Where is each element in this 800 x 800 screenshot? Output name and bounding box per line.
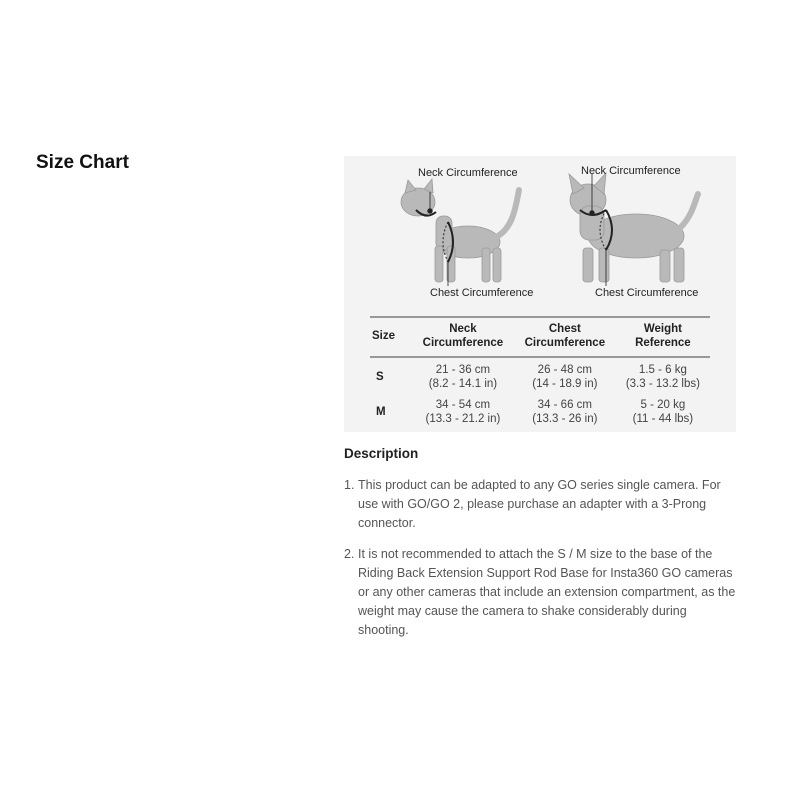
header-size: Size: [370, 317, 412, 357]
neck-cell: 21 - 36 cm (8.2 - 14.1 in): [428, 364, 498, 390]
neck-cell: 34 - 54 cm (13.3 - 21.2 in): [425, 399, 501, 425]
pet-measurement-illustration: [344, 156, 736, 306]
size-table: [370, 316, 710, 428]
list-number: 2.: [344, 547, 355, 561]
size-cell: S: [376, 371, 384, 383]
weight-cell: 5 - 20 kg (11 - 44 lbs): [632, 399, 694, 425]
dog-chest-label: Chest Circumference: [595, 287, 699, 299]
chest-cell: 26 - 48 cm (14 - 18.9 in): [532, 364, 598, 390]
size-cell: M: [376, 406, 386, 418]
description-heading: Description: [344, 446, 419, 461]
header-neck: Neck Circumference: [412, 317, 514, 357]
cat-illustration: [401, 179, 519, 282]
description-list: [344, 476, 740, 652]
table-header-row: [370, 317, 710, 357]
header-weight: Weight Reference: [616, 317, 710, 357]
size-chart-image: [344, 156, 736, 432]
list-number: 1.: [344, 478, 355, 492]
dog-illustration: [569, 173, 698, 282]
chest-cell: 34 - 66 cm (13.3 - 26 in): [532, 399, 598, 425]
list-text: It is not recommended to attach the S / M size to the base of the Riding Back Extension Support Rod Base for Insta360 GO cameras or any other cameras that include an extension compartment, as the weight may cause the camera to shake considerably during shooting.: [358, 547, 736, 637]
header-chest: Chest Circumference: [514, 317, 616, 357]
table-row: [370, 357, 710, 393]
page-title: Size Chart: [36, 152, 129, 173]
list-item: [344, 545, 740, 640]
table-row: [370, 393, 710, 428]
cat-chest-label: Chest Circumference: [430, 287, 534, 299]
weight-cell: 1.5 - 6 kg (3.3 - 13.2 lbs): [625, 364, 700, 390]
list-item: [344, 476, 740, 533]
cat-neck-label: Neck Circumference: [418, 167, 518, 179]
list-text: This product can be adapted to any GO series single camera. For use with GO/GO 2, please purchase an adapter with a 3-Prong connector.: [358, 478, 721, 530]
dog-neck-label: Neck Circumference: [581, 165, 681, 177]
